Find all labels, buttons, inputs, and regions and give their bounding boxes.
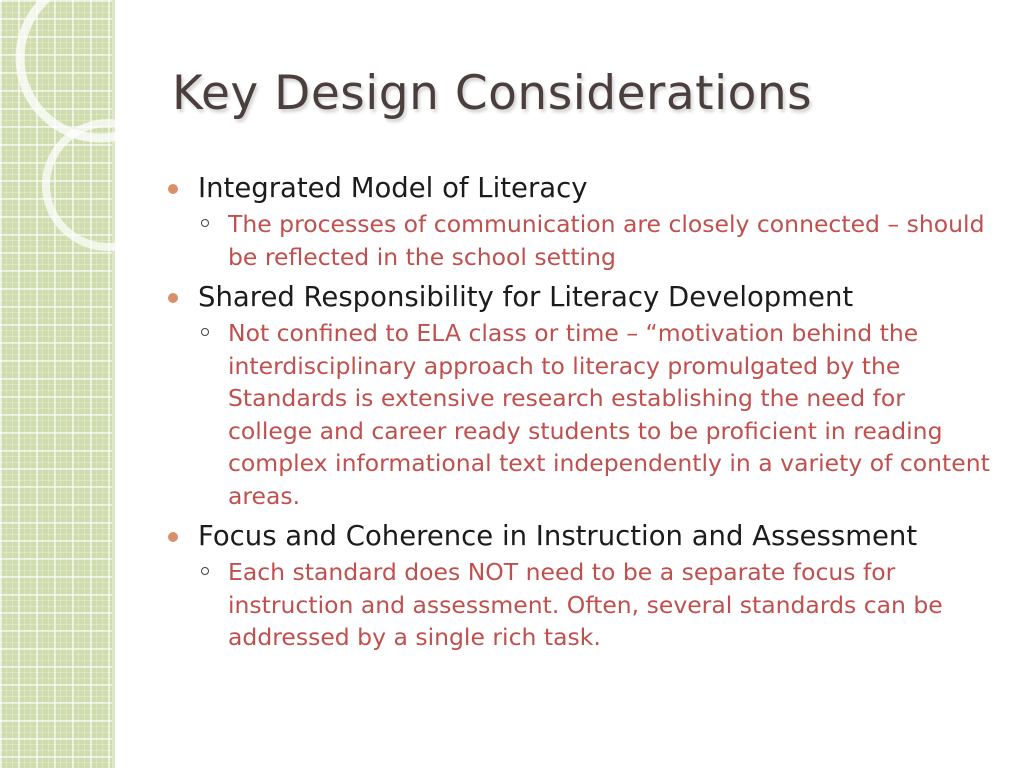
bullet-item [160, 279, 990, 316]
slide-title: Key Design Considerations [172, 66, 813, 121]
bullet-item [160, 518, 990, 555]
sub-bullet-text: Each standard does NOT need to be a separate focus for instruction and assessment. Often, several standards can be addressed by a single rich task. [228, 558, 943, 651]
sub-bullet-item [160, 556, 990, 654]
sub-bullet-ring-icon [201, 219, 209, 227]
bullet-text: Focus and Coherence in Instruction and Assessment [198, 520, 918, 552]
sub-bullet-ring-icon [201, 328, 209, 336]
sub-bullet-item [160, 317, 990, 512]
bullet-text: Integrated Model of Literacy [198, 172, 588, 204]
decorative-ring-large [20, 0, 180, 138]
bullet-item [160, 170, 990, 207]
bullet-list [160, 170, 990, 656]
bullet-text: Shared Responsibility for Literacy Development [198, 281, 854, 313]
sub-bullet-text: The processes of communication are closely connected – should be reflected in the school setting [228, 210, 985, 271]
sub-bullet-item [160, 208, 990, 273]
sub-bullet-ring-icon [201, 567, 209, 575]
sub-bullet-text: Not confined to ELA class or time – “motivation behind the interdisciplinary approach to literacy promulgated by the Standards is extensive research establishing the need for college and career ready students to be proficient in reading complex informational text independently in a variety of content areas. [228, 319, 990, 510]
bullet-dot-icon [168, 184, 178, 194]
bullet-dot-icon [168, 293, 178, 303]
bullet-dot-icon [168, 532, 178, 542]
